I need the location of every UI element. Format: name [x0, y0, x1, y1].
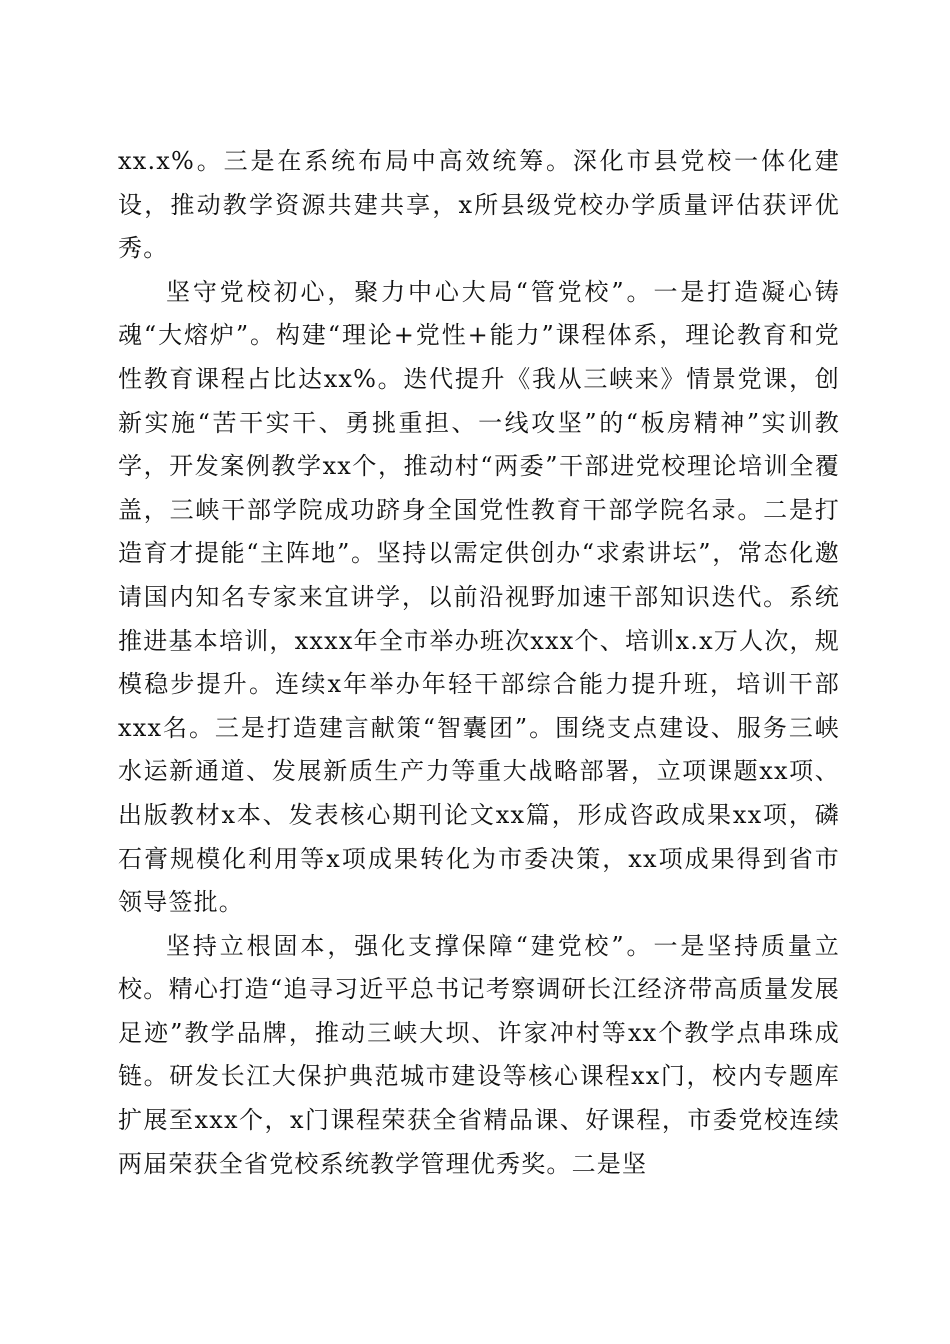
paragraph-build-party-school: 坚持立根固本，强化支撑保障“建党校”。一是坚持质量立校。精心打造“追寻习近平总书记考察调研长江经济带高质量发展足迹”教学品牌，推动三峡大坝、许家冲村等xx个教学点串珠成链。研发长江大保护典范城市建设等核心课程xx门，校内专题库扩展至xxx个，x门课程荣获全省精品课、好课程，市委党校连续两届荣获全省党校系统教学管理优秀奖。二是坚	[118, 931, 840, 1178]
paragraph-manage-party-school: 坚守党校初心，聚力中心大局“管党校”。一是打造凝心铸魂“大熔炉”。构建“理论+党性+能力”课程体系，理论教育和党性教育课程占比达xx%。迭代提升《我从三峡来》情景党课，创新实施“苦干实干、勇挑重担、一线攻坚”的“板房精神”实训教学，开发案例教学xx个，推动村“两委”干部进党校理论培训全覆盖，三峡干部学院成功跻身全国党性教育干部学院名录。二是打造育才提能“主阵地”。坚持以需定供创办“求索讲坛”，常态化邀请国内知名专家来宜讲学，以前沿视野加速干部知识迭代。系统推进基本培训，xxxx年全市举办班次xxx个、培训x.x万人次，规模稳步提升。连续x年举办年轻干部综合能力提升班，培训干部xxx名。三是打造建言献策“智囊团”。围绕支点建设、服务三峡水运新通道、发展新质生产力等重大战略部署，立项课题xx项、出版教材x本、发表核心期刊论文xx篇，形成咨政成果xx项，磷石膏规模化利用等x项成果转化为市委决策，xx项成果得到省市领导签批。	[118, 277, 840, 917]
document-body	[118, 140, 840, 1186]
paragraph-continuation: xx.x%。三是在系统布局中高效统筹。深化市县党校一体化建设，推动教学资源共建共享，x所县级党校办学质量评估获评优秀。	[118, 147, 840, 263]
